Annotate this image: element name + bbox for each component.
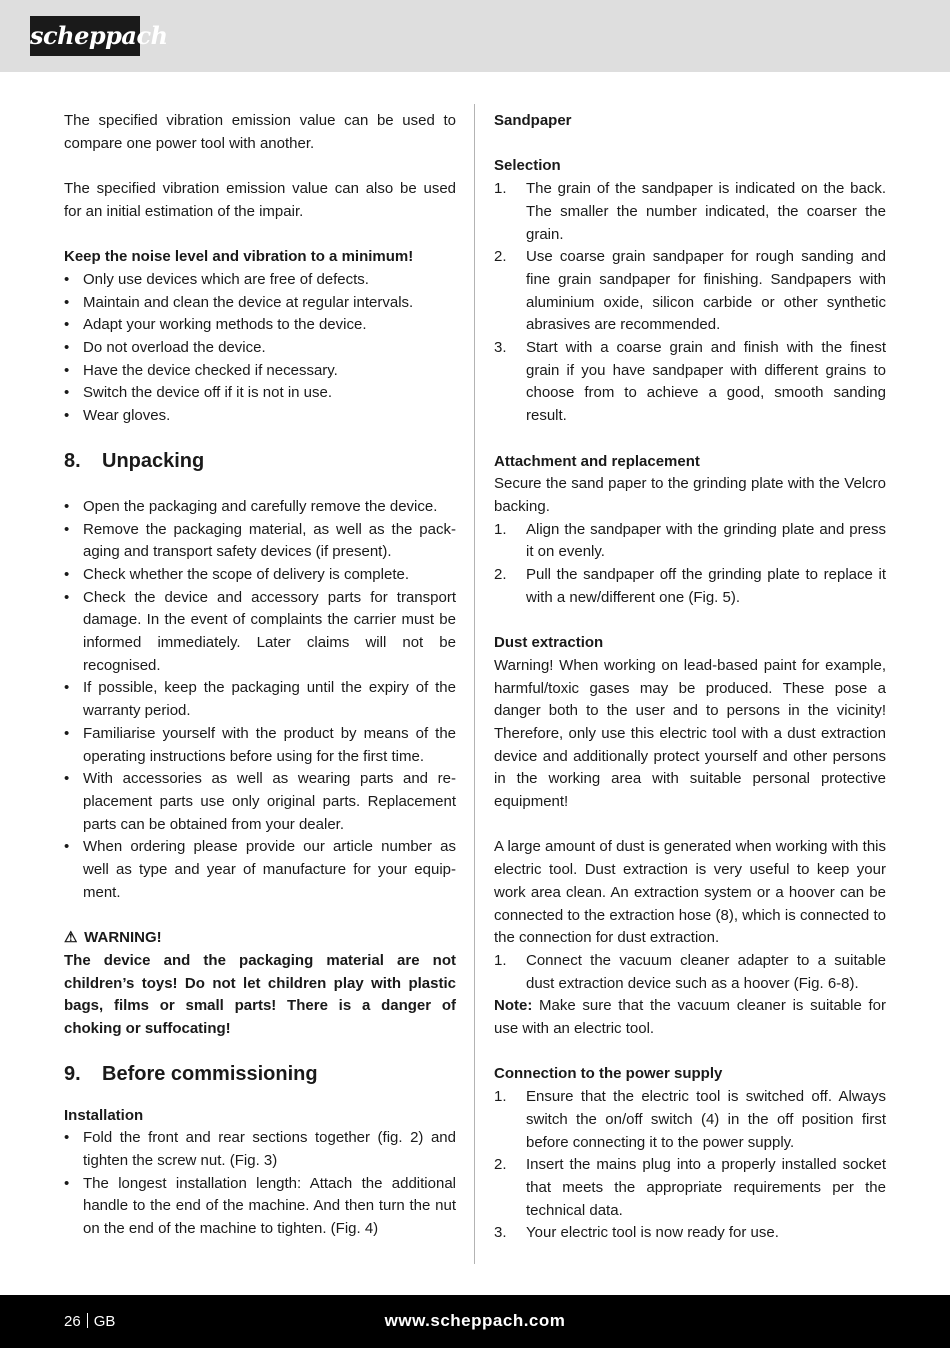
section-number: 8.: [64, 449, 81, 472]
vibration-paragraph-2: The specified vibration emission value can also be used for an initial estimation of the impair.: [64, 180, 456, 220]
list-item: 1. Align the sandpaper with the grinding plate and press it on evenly.: [494, 520, 886, 561]
power-supply-heading: Connection to the power supply: [494, 1065, 723, 1083]
list-item: • The longest installation length: Attach the additional handle to the end of the machine. And then turn the nut on the end of the machine to tighten. (Fig. 4): [64, 1173, 456, 1241]
website-url: www.scheppach.com: [384, 1311, 566, 1330]
list-item: • If possible, keep the packaging until the expiry of the warranty period.: [64, 677, 456, 722]
unpacking-list: [64, 496, 456, 905]
installation-heading: Installation: [64, 1106, 144, 1124]
attachment-intro: Secure the sand paper to the grinding plate with the Velcro backing.: [494, 475, 886, 515]
noise-list: [64, 269, 456, 428]
list-item: • Maintain and clean the device at regular intervals.: [64, 292, 456, 315]
list-item: • Check the device and accessory parts for transport damage. In the event of complaints the carrier must be informed immediately. Later claims will not be recognised.: [64, 587, 456, 678]
warning-triangle-icon: ⚠: [64, 929, 78, 947]
list-item: 1. Connect the vacuum cleaner adapter to a suitable dust extraction device such as a hoover (Fig. 6-8).: [494, 951, 886, 992]
list-item: 1. Ensure that the electric tool is switched off. Always switch the on/off switch (4) in the off position first before connecting it to the power supply.: [494, 1088, 886, 1151]
list-item: 3. Start with a coarse grain and finish with the finest grain if you have sandpaper with different grains to choose from to achieve a good, smooth sanding result.: [494, 339, 886, 425]
power-supply-list: [494, 1086, 886, 1245]
list-item: 3. Your electric tool is now ready for use.: [494, 1224, 779, 1242]
list-item: • Check whether the scope of delivery is complete.: [64, 564, 456, 587]
list-item: • Have the device checked if necessary.: [64, 360, 456, 383]
column-divider: [474, 104, 475, 1264]
right-column: [494, 110, 886, 1245]
section-title: Unpacking: [102, 449, 205, 472]
installation-list: [64, 1127, 456, 1241]
list-item: 2. Use coarse grain sandpaper for rough sanding and fine grain sandpaper for finishing. Sandpapers with aluminium oxide, silicon carbide or other synthetic abrasives are recommended.: [494, 248, 886, 334]
page-number: 26: [64, 1313, 81, 1330]
note-text: Make sure that the vacuum cleaner is suitable for use with an electric tool.: [494, 997, 886, 1038]
footer-bar: [0, 1295, 950, 1348]
header-bar: [0, 0, 950, 72]
vibration-paragraph-1: The specified vibration emission value can be used to compare one power tool with another.: [64, 112, 456, 152]
section-9-heading: [64, 1061, 456, 1087]
list-item: • Adapt your working methods to the device.: [64, 314, 456, 337]
selection-heading: Selection: [494, 157, 561, 175]
dust-info-paragraph: A large amount of dust is generated when working with this electric tool. Dust extraction is very useful to keep your work area clean. An extraction system or a hoover can be connected to the extraction hose (8), which is connected to the connection for dust extraction.: [494, 838, 886, 947]
list-item: • Do not overload the device.: [64, 337, 456, 360]
list-item: • Familiarise yourself with the product by means of the operating instructions before using for the first time.: [64, 723, 456, 768]
list-item: 2. Pull the sandpaper off the grinding plate to replace it with a new/different one (Fig. 5).: [494, 566, 886, 606]
list-item: • With accessories as well as wearing parts and replacement parts use only original parts. Replacement parts can be obtained from your dealer.: [64, 768, 456, 836]
attachment-list: [494, 519, 886, 610]
list-item: 1. The grain of the sandpaper is indicated on the back. The smaller the number indicated, the coarser the grain.: [494, 180, 886, 243]
warning-label: WARNING!: [84, 929, 162, 947]
left-column: [64, 110, 456, 1241]
dust-extraction-heading: Dust extraction: [494, 634, 604, 652]
note-label: Note:: [494, 997, 533, 1015]
language-code: GB: [93, 1313, 116, 1330]
list-item: 2. Insert the mains plug into a properly installed socket that meets the appropriate requirements per the technical data.: [494, 1156, 886, 1219]
dust-warning-paragraph: Warning! When working on lead-based paint for example, harmful/toxic gases may be produced. These pose a danger both to the user and to persons in the vicinity! Therefore, only use this electric tool with a dust extraction device and additionally protect yourself and other persons in the working area with suitable personal protective equipment!: [494, 656, 886, 811]
list-item: • Only use devices which are free of defects.: [64, 269, 456, 292]
section-title: Before commissioning: [102, 1062, 318, 1085]
attachment-heading: Attachment and replacement: [494, 452, 700, 470]
warning-text: The device and the packaging material are not children’s toys! Do not let children play with plastic bags, films or small parts! There is a danger of choking or suffocating!: [64, 951, 456, 1037]
note-paragraph: [494, 995, 886, 1040]
selection-list: [494, 178, 886, 428]
list-item: • Switch the device off if it is not in use.: [64, 382, 456, 405]
sandpaper-heading: Sandpaper: [494, 112, 572, 129]
noise-heading: Keep the noise level and vibration to a minimum!: [64, 248, 414, 266]
list-item: • Fold the front and rear sections together (fig. 2) and tighten the screw nut. (Fig. 3): [64, 1127, 456, 1172]
list-item: • Wear gloves.: [64, 405, 456, 428]
section-number: 9.: [64, 1062, 81, 1085]
dust-list: [494, 950, 886, 995]
scheppach-logo: scheppach: [30, 16, 140, 56]
list-item: • When ordering please provide our article number as well as type and year of manufacture for your equipment.: [64, 836, 456, 904]
list-item: • Open the packaging and carefully remove the device.: [64, 496, 456, 519]
list-item: • Remove the packaging material, as well as the packaging and transport safety devices (if present).: [64, 519, 456, 564]
section-8-heading: [64, 448, 456, 474]
warning-heading: [64, 927, 456, 950]
